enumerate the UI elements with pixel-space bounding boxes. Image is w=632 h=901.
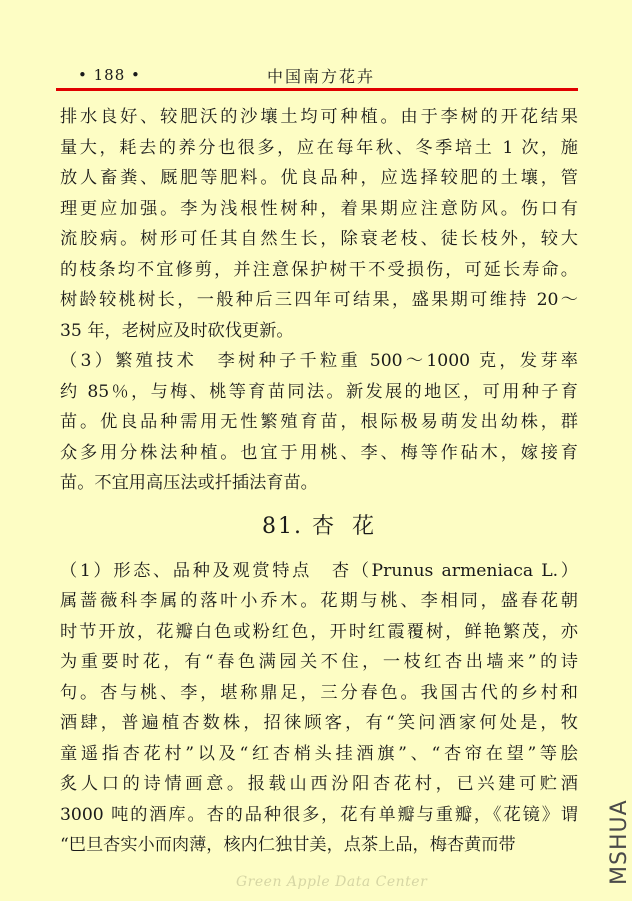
- text-line: （1）形态、品种及观赏特点 杏（Prunus armeniaca L.）: [60, 560, 578, 581]
- text-line: 童遥指杏花村”以及“红杏梢头挂酒旗”、“杏帘在望”等脍: [60, 743, 578, 764]
- text-line: “巴旦杏实小而肉薄，核内仁独甘美，点茶上品，梅杏黄而带: [60, 835, 516, 855]
- section-number: 81.: [261, 513, 303, 539]
- section-title-char: 杏: [311, 513, 336, 539]
- text-line: 为重要时花，有“春色满园关不住，一枝红杏出墙来”的诗: [60, 652, 578, 672]
- text-line: 量大，耗去的养分也很多，应在每年秋、冬季培土 1 次，施: [60, 137, 578, 158]
- text-line: 属蔷薇科李属的落叶小乔木。花期与桃、李相同，盛春花朝: [60, 591, 578, 611]
- header-rule: [56, 88, 578, 91]
- text-line: 炙人口的诗情画意。报载山西汾阳杏花村，已兴建可贮酒: [60, 774, 578, 794]
- text-line: 的枝条均不宜修剪，并注意保护树干不受损伤，可延长寿命。: [60, 259, 578, 280]
- text-line: 35 年，老树应及时砍伐更新。: [60, 320, 294, 341]
- text-block-before: [60, 102, 578, 499]
- text-line: 3000 吨的酒库。杏的品种很多，花有单瓣与重瓣，《花镜》谓: [60, 804, 578, 825]
- text-block-after: [60, 556, 578, 861]
- text-line: （3）繁殖技术 李树种子千粒重 500～1000 克，发芽率: [60, 351, 578, 371]
- text-line: 约 85％，与梅、桃等育苗同法。新发展的地区，可用种子育: [60, 381, 578, 402]
- page-body: [60, 102, 578, 861]
- side-mark: MSHUA: [607, 799, 632, 885]
- text-line: 酒肆，普遍植杏数株，招徕顾客，有“笑问酒家何处是，牧: [60, 713, 578, 733]
- text-line: 苗。不宜用高压法或扦插法育苗。: [60, 473, 318, 493]
- section-title: [60, 510, 578, 544]
- text-line: 苗。优良品种需用无性繁殖育苗，根际极易萌发出幼株，群: [60, 412, 578, 432]
- text-line: 时节开放，花瓣白色或粉红色，开时红霞覆树，鲜艳繁茂，亦: [60, 621, 578, 642]
- text-line: 句。杏与桃、李，堪称鼎足，三分春色。我国古代的乡村和: [60, 682, 578, 703]
- watermark-text: Green Apple Data Center: [236, 874, 428, 890]
- text-line: 排水良好、较肥沃的沙壤土均可种植。由于李树的开花结果: [60, 107, 578, 127]
- text-line: 放人畜粪、厩肥等肥料。优良品种，应选择较肥的土壤，管: [60, 168, 578, 188]
- running-title: 中国南方花卉: [267, 67, 376, 86]
- text-line: 流胶病。树形可任其自然生长，除衰老枝、徒长枝外，较大: [60, 229, 578, 249]
- page-number: • 188 •: [78, 66, 141, 84]
- section-title-char: 花: [352, 513, 377, 539]
- text-line: 理更应加强。李为浅根性树种，着果期应注意防风。伤口有: [60, 198, 578, 219]
- text-line: 众多用分株法种植。也宜于用桃、李、梅等作砧木，嫁接育: [60, 442, 578, 463]
- page-header: [56, 62, 578, 86]
- text-line: 树龄较桃树长，一般种后三四年可结果，盛果期可维持 20～: [60, 290, 578, 310]
